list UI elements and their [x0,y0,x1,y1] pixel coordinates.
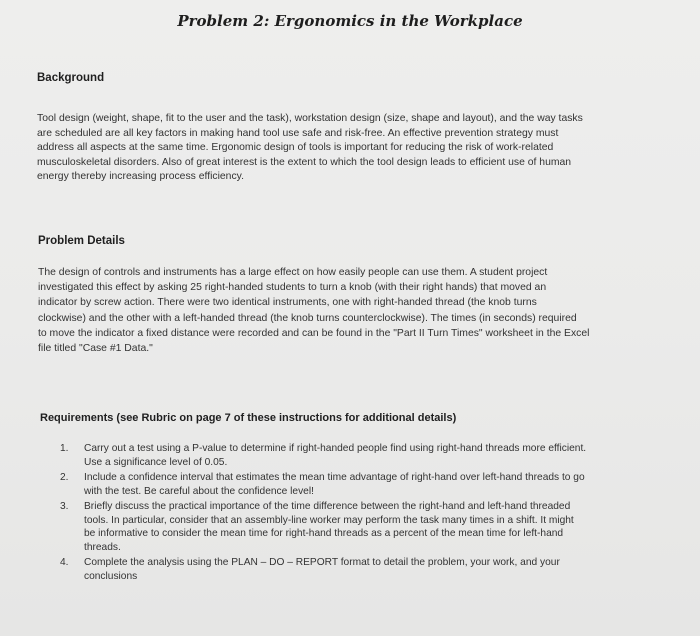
requirement-line: threads. [84,541,121,553]
requirement-line: Carry out a test using a P-value to determine if right-handed people find using right-hand threads more efficient. [84,443,587,454]
requirement-item [60,471,586,498]
requirement-number: 3. [60,501,69,512]
background-paragraph [37,112,583,185]
problem-line: file titled "Case #1 Data." [38,343,153,355]
requirement-line: Complete the analysis using the PLAN – DO – REPORT format to detail the problem, your work, and your [84,557,560,568]
problem-line: to move the indicator a fixed distance were recorded and can be found in the "Part II Turn Times" worksheet in the Excel [38,327,590,339]
background-line: energy thereby increasing process efficiency. [37,171,244,183]
requirement-line: Use a significance level of 0.05. [84,456,228,468]
background-heading: Background [37,72,105,84]
requirement-line: tools. In particular, consider that an assembly-line worker may perform the task many times in a shift. It might [84,514,574,526]
problem-line: The design of controls and instruments has a large effect on how easily people can use them. A student project [38,267,548,278]
requirement-item [60,442,586,469]
requirement-line: be informative to consider the mean time for right-hand threads as a percent of the mean time for left-hand [84,528,564,539]
requirement-line: Briefly discuss the practical importance of the time difference between the right-hand and left-hand threaded [84,501,571,512]
background-line: Tool design (weight, shape, fit to the user and the task), workstation design (size, shape and layout), and the way tasks [37,113,583,124]
problem-line: investigated this effect by asking 25 right-handed students to turn a knob (with their right hands) that moved an [38,282,547,294]
requirement-number: 4. [60,557,69,568]
requirement-number: 1. [60,443,69,454]
problem-details-paragraph [38,265,589,356]
background-line: musculoskeletal disorders. Also of great interest is the extent to which the tool design leads to efficient use of human [37,156,572,168]
background-line: address all aspects at the same time. Ergonomic design of tools is important for reducing the risk of work-related [37,142,554,154]
background-line: are scheduled are all key factors in making hand tool use safe and risk-free. An effective prevention strategy must [37,127,559,139]
problem-line: indicator by screw action. There were two identical instruments, one with right-handed thread (the knob turns [38,297,537,309]
problem-line: clockwise) and the other with a left-handed thread (the knob turns counterclockwise). The times (in seconds) required [38,312,577,324]
requirement-item [60,500,586,554]
page-title: Problem 2: Ergonomics in the Workplace [177,12,523,30]
requirement-number: 2. [60,472,69,483]
requirement-line: Include a confidence interval that estimates the mean time advantage of right-hand over left-hand threads to go [84,472,585,483]
problem-details-heading: Problem Details [38,235,125,247]
requirement-item [60,556,586,583]
requirements-list [60,442,586,583]
requirement-line: conclusions [84,570,138,582]
requirement-line: with the test. Be careful about the confidence level! [84,485,314,497]
requirements-heading: Requirements (see Rubric on page 7 of these instructions for additional details) [40,412,457,424]
